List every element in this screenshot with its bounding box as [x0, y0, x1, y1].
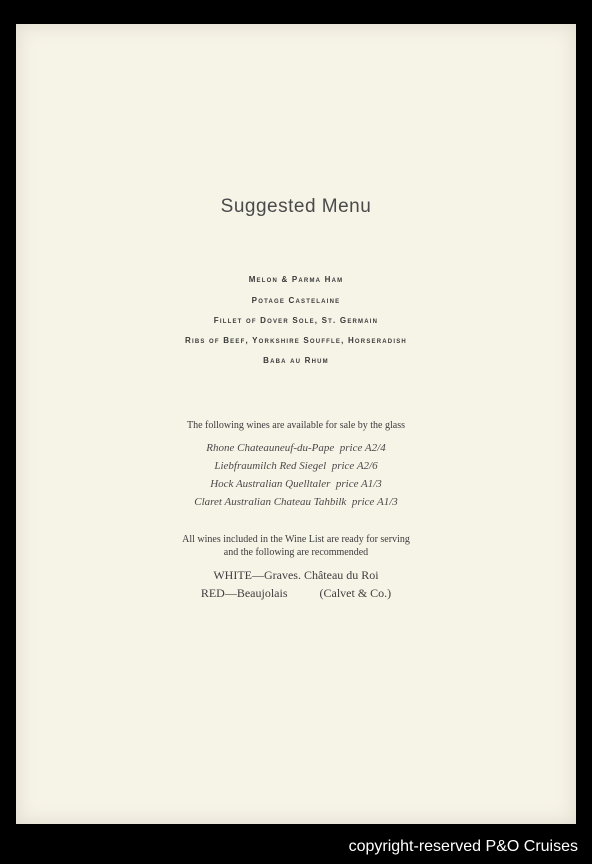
wine-item	[16, 442, 576, 454]
menu-page	[16, 24, 576, 824]
copyright-notice: copyright-reserved P&O Cruises	[348, 838, 578, 855]
wine-price: price A2/4	[339, 442, 386, 454]
wine-item	[16, 496, 576, 508]
wine-price: price A1/3	[335, 478, 382, 490]
course-item: Ribs of Beef, Yorkshire Souffle, Horseradish	[185, 336, 407, 345]
recommended-white: WHITE—Graves. Château du Roi	[213, 568, 379, 582]
course-item: Melon & Parma Ham	[248, 275, 344, 284]
wine-list-note: All wines included in the Wine List are ready for serving	[182, 534, 410, 545]
course-item: Fillet of Dover Sole, St. Germain	[213, 316, 379, 325]
wine-name: Claret Australian Chateau Tahbilk	[194, 496, 347, 508]
course-item: Potage Castelaine	[251, 296, 341, 305]
wine-name: Liebfraumilch Red Siegel	[214, 460, 327, 472]
wine-price: price A2/6	[331, 460, 378, 472]
menu-title: Suggested Menu	[220, 196, 372, 217]
wines-intro: The following wines are available for sale by the glass	[187, 420, 405, 431]
wine-item	[16, 478, 576, 490]
wine-name: Rhone Chateauneuf-du-Pape	[206, 442, 335, 454]
wine-item	[16, 460, 576, 472]
wine-price: price A1/3	[351, 496, 398, 508]
red-wine: RED—Beaujolais	[200, 586, 288, 600]
wine-list-note: and the following are recommended	[223, 547, 369, 558]
wine-name: Hock Australian Quelltaler	[210, 478, 331, 490]
course-item: Baba au Rhum	[263, 356, 329, 365]
red-producer: (Calvet & Co.)	[319, 586, 392, 600]
recommended-red	[16, 586, 576, 601]
